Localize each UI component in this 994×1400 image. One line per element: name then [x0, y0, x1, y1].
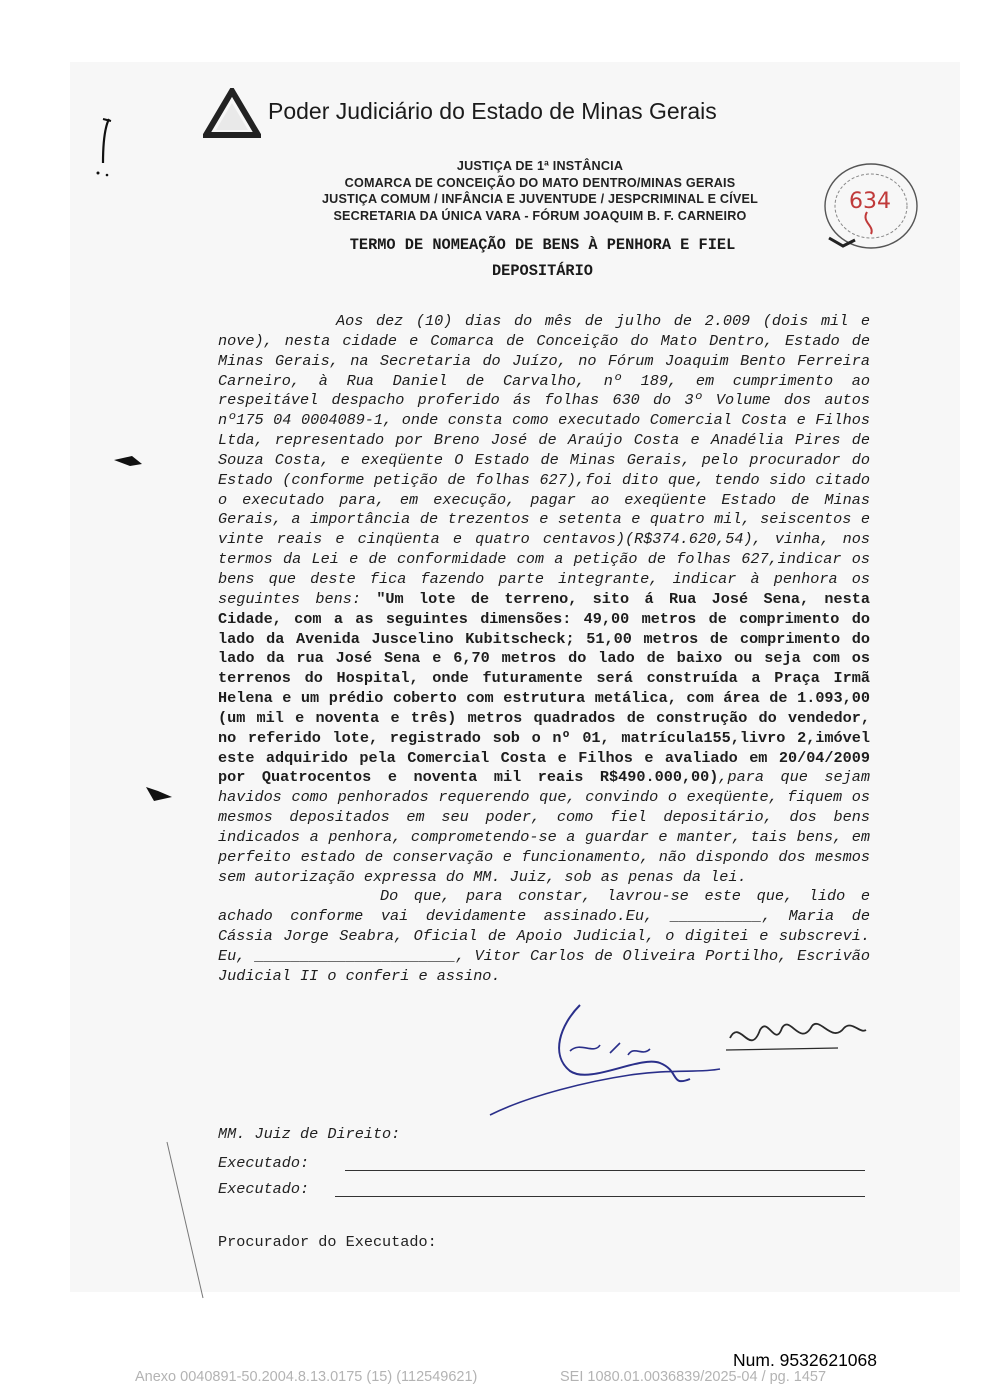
- margin-line: [165, 1140, 205, 1300]
- pen-mark: [95, 115, 117, 180]
- main-paragraph: [218, 312, 870, 887]
- procurador-label: Procurador do Executado:: [218, 1233, 437, 1251]
- header-line-secretaria: SECRETARIA DA ÚNICA VARA - FÓRUM JOAQUIM B. F. CARNEIRO: [333, 208, 747, 223]
- stamp-number: 634: [849, 189, 891, 214]
- sei-reference: SEI 1080.01.0036839/2025-04 / pg. 1457: [560, 1369, 827, 1385]
- paragraph-conclusion: ,para que sejam havidos como penhorados requerendo que, convindo o exeqüente, fiquem os mesmos depositados em seu poder, como fiel depositário, dos bens indicados a penhora, comprometendo-se a guardar e manter, tais bens, em perfeito estado de conservação e funcionamento, não dispondo dos mesmos sem autorização expressa do MM. Juiz, sob as penas da lei.: [218, 768, 870, 886]
- signature-portilho: [470, 995, 730, 1125]
- header-line-justica: JUSTIÇA COMUM / INFÂNCIA E JUVENTUDE / JESPCRIMINAL E CÍVEL: [321, 192, 759, 206]
- title-line-1: TERMO DE NOMEAÇÃO DE BENS À PENHORA E FIEL: [349, 236, 736, 254]
- document-body: [218, 312, 870, 987]
- paragraph-intro: Aos dez (10) dias do mês de julho de 2.009 (dois mil e nove), nesta cidade e Comarca de Conceição do Mato Dentro, Estado de Minas Gerais, na Secretaria do Juízo, no Fórum Joaquim Bento Ferreira Carneiro, à Rua Daniel de Carvalho, nº 189, em cumprimento ao respeitável despacho proferido ás folhas 630 do 3º Volume dos autos nº175 04 0004089-1, onde consta como executado Comercial Costa e Filhos Ltda, representado por Breno José de Araújo Costa e Anadélia Pires de Souza Costa, e exeqüente O Estado de Minas Gerais, pelo procurador do Estado (conforme petição de folhas 627),foi dito que, tendo sido citado o executado para, em execução, pagar ao exeqüente Estado de Minas Gerais, a importância de trezentos e setenta e quatro mil, seiscentos e vinte reais e cinqüenta e quatro centavos)(R$374.620,54), vinha, nos termos da Lei e de conformidade com a petição de folhas 627,indicar os bens que deste fica fazendo parte integrante, indicar à penhora os seguintes bens:: [218, 312, 870, 608]
- header-line-instancia: JUSTIÇA DE 1ª INSTÂNCIA: [456, 159, 624, 173]
- closing-paragraph: Do que, para constar, lavrou-se este que, lido e achado conforme vai devidamente assinado.Eu, __________, Maria de Cássia Jorge Seabra, Oficial de Apoio Judicial, o digitei e subscrevi. Eu, ______________________, Vitor Carlos de Oliveira Portilho, Escrivão Judicial II o conferi e assino.: [218, 887, 870, 985]
- court-title: Poder Judiciário do Estado de Minas Gerais: [268, 98, 717, 124]
- punch-mark-upper: [112, 452, 144, 472]
- executado-label-2: Executado:: [218, 1180, 310, 1198]
- document-title: [270, 232, 815, 284]
- executado-signature-line-2: [335, 1196, 865, 1197]
- punch-mark-lower: [144, 783, 174, 805]
- annex-reference: Anexo 0040891-50.2004.8.13.0175 (15) (112549621): [135, 1369, 478, 1385]
- executado-label-1: Executado:: [218, 1154, 310, 1172]
- executado-signature-line-1: [345, 1170, 865, 1171]
- paragraph-property-description: "Um lote de terreno, sito á Rua José Sena, nesta Cidade, com a as seguintes dimensões: 49,00 metros de comprimento do lado da Avenida Juscelino Kubitscheck; 51,00 metros de comprimento do lado da rua José Sena e 6,70 metros do lado de baixo ou seja com os terrenos do Hospital, onde futuramente será construída a Praça Irmã Helena e um prédio coberto com estrutura metálica, com área de 1.093,00 (um mil e noventa e três) metros quadrados de construção do vendedor, no referido lote, registrado sob o nº 01, matrícula155,livro 2,imóvel este adquirido pela Comercial Costa e Filhos e avaliado em 20/04/2009 por Quatrocentos e noventa mil reais R$490.000,00): [218, 589, 870, 787]
- court-header: [280, 158, 800, 224]
- signature-seabra: [720, 1008, 870, 1063]
- document-number: Num. 9532621068: [733, 1350, 877, 1370]
- page-stamp: [815, 160, 925, 252]
- header-line-comarca: COMARCA DE CONCEIÇÃO DO MATO DENTRO/MINAS GERAIS: [344, 175, 736, 190]
- judge-label: MM. Juiz de Direito:: [218, 1125, 401, 1143]
- triangle-logo-icon: [203, 88, 261, 138]
- title-line-2: DEPOSITÁRIO: [492, 262, 593, 280]
